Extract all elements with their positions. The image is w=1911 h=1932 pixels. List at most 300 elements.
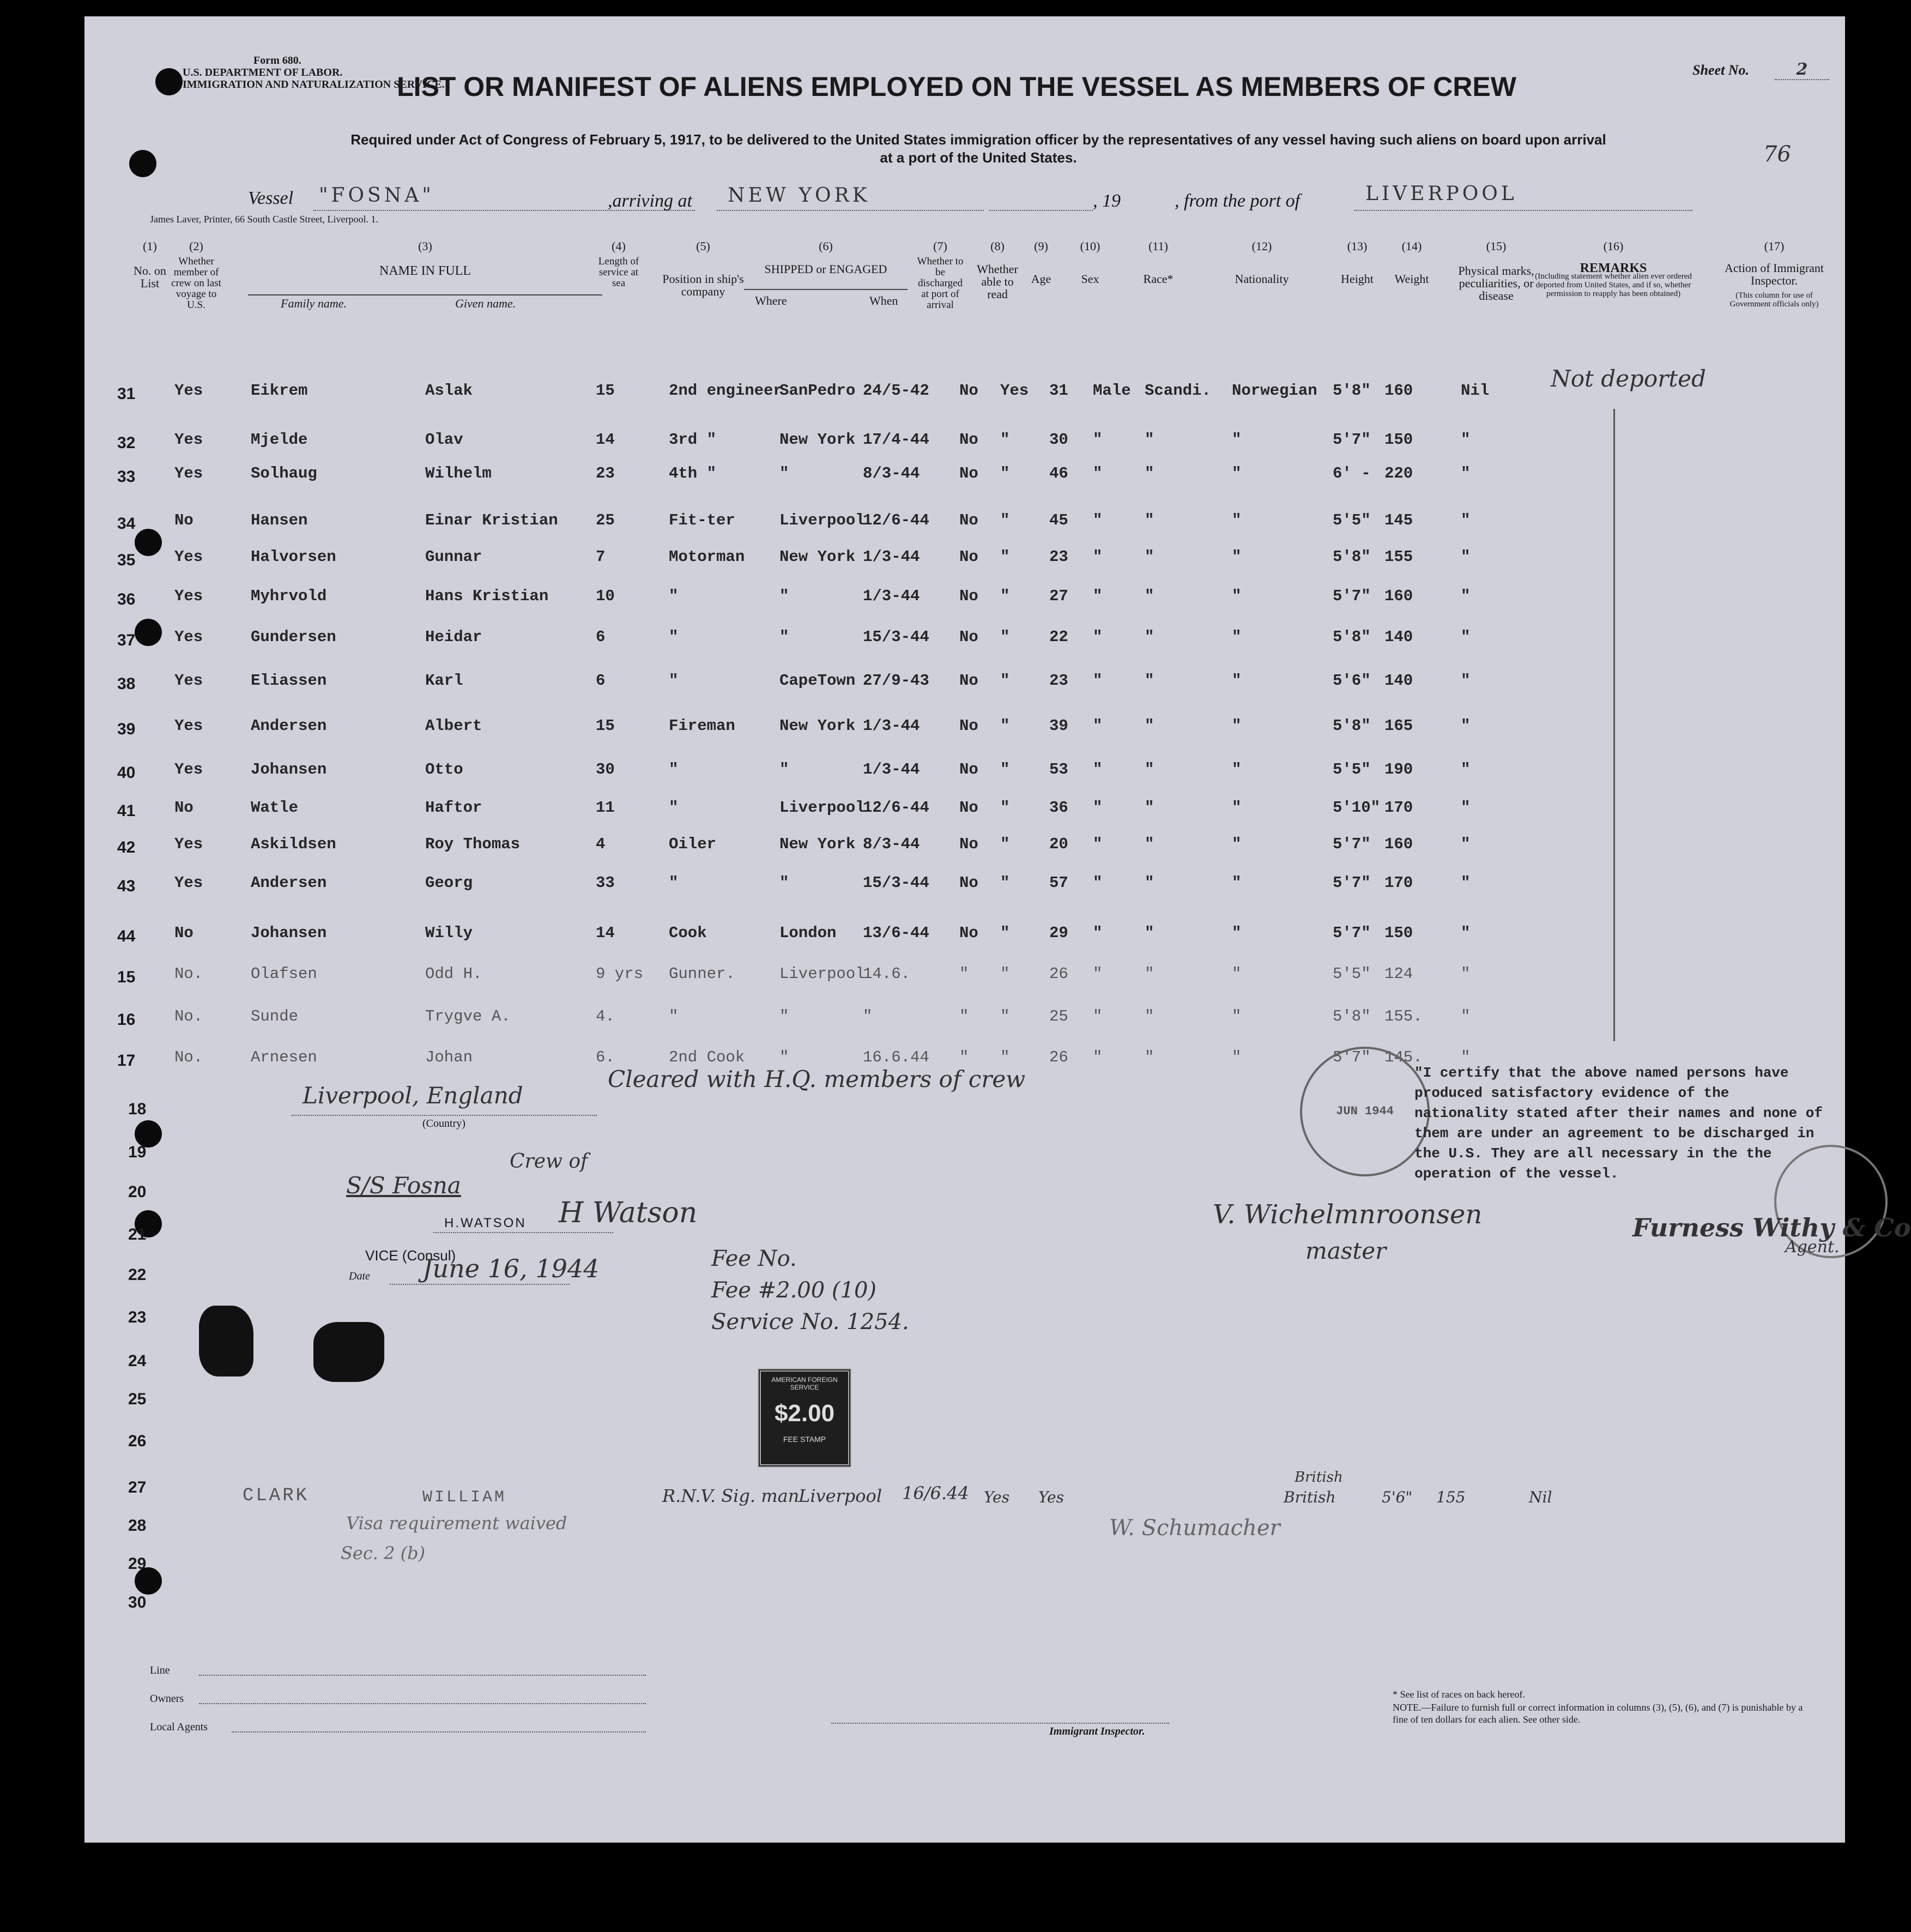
cell-read: ": [1000, 1048, 1010, 1066]
arriving-label: ,arriving at: [608, 191, 692, 211]
vessel-label: Vessel: [248, 188, 294, 208]
cell-given: Karl: [425, 672, 463, 690]
cell-race: ": [1145, 799, 1154, 817]
cell-race: ": [1145, 874, 1154, 892]
cell-height: 6' -: [1333, 464, 1371, 482]
cell-race: ": [1145, 1048, 1154, 1066]
line28-discharge: Yes: [984, 1488, 1009, 1506]
cell-prev: No.: [174, 1007, 203, 1025]
column-number: (1): [143, 239, 157, 253]
master-label: master: [1305, 1237, 1387, 1264]
column-number: (17): [1764, 239, 1785, 253]
line28-marks: Nil: [1529, 1488, 1552, 1506]
column-header: Whether able to read: [977, 262, 1018, 301]
cell-height: 5'10": [1333, 799, 1381, 817]
line-number: 22: [128, 1266, 147, 1284]
cell-where: ": [779, 464, 789, 482]
vessel-name: "FOSNA": [319, 184, 434, 207]
cell-when: ": [863, 1007, 873, 1025]
cell-race: ": [1145, 548, 1154, 566]
cell-age: 23: [1049, 672, 1068, 690]
line28-signature: W. Schumacher: [1109, 1516, 1280, 1541]
cell-age: 22: [1049, 628, 1068, 646]
cell-marks: ": [1461, 511, 1471, 529]
cell-when: 8/3-44: [863, 835, 920, 853]
cell-sex: ": [1093, 587, 1103, 605]
column-header: Weight: [1394, 272, 1429, 286]
agent-label: Agent.: [1785, 1237, 1840, 1257]
cell-where: ": [779, 587, 789, 605]
cell-nationality: Norwegian: [1232, 382, 1317, 400]
cell-given: Georg: [425, 874, 473, 892]
cell-prev: Yes: [174, 835, 203, 853]
cell-read: ": [1000, 431, 1010, 449]
cell-sex: ": [1093, 760, 1103, 778]
cell-marks: ": [1461, 587, 1471, 605]
column-header: No. on List: [134, 264, 166, 291]
column-header: Physical marks, peculiarities, or disease: [1458, 264, 1534, 303]
cell-service: 11: [596, 799, 615, 817]
cell-given: Odd H.: [425, 965, 482, 983]
cell-read: ": [1000, 717, 1010, 735]
master-signature: V. Wichelmnroonsen: [1213, 1199, 1483, 1230]
cell-family: Sunde: [251, 1007, 299, 1025]
consul-date: June 16, 1944: [422, 1254, 600, 1283]
cell-marks: ": [1461, 835, 1471, 853]
cell-height: 5'5": [1333, 511, 1371, 529]
cell-nationality: ": [1232, 1048, 1242, 1066]
cell-height: 5'7": [1333, 1048, 1371, 1066]
cell-read: ": [1000, 835, 1010, 853]
cell-discharge: ": [959, 1048, 969, 1066]
column-number: (16): [1603, 239, 1624, 253]
cell-race: ": [1145, 431, 1154, 449]
line28-note-2: Sec. 2 (b): [341, 1543, 426, 1563]
cell-weight: 124: [1384, 965, 1413, 983]
cell-race: ": [1145, 760, 1154, 778]
cell-when: 1/3-44: [863, 717, 920, 735]
cell-service: 9 yrs: [596, 965, 644, 983]
cell-where: SanPedro: [779, 382, 856, 400]
punch-hole: [129, 150, 156, 177]
cell-marks: ": [1461, 1007, 1471, 1025]
line28-given: WILLIAM: [422, 1488, 507, 1507]
cell-age: 23: [1049, 548, 1068, 566]
fee-amount: Fee #2.00 (10): [711, 1278, 877, 1303]
cell-service: 4.: [596, 1007, 615, 1025]
cell-service: 25: [596, 511, 615, 529]
line-number: 31: [117, 385, 136, 403]
column-header: Length of service at sea: [598, 256, 639, 289]
cell-age: 30: [1049, 431, 1068, 449]
cell-given: Hans Kristian: [425, 587, 549, 605]
cell-race: ": [1145, 464, 1154, 482]
line28-race: British: [1295, 1469, 1343, 1486]
cell-family: Eikrem: [251, 382, 308, 400]
column-number: (7): [933, 239, 947, 253]
cell-age: 31: [1049, 382, 1068, 400]
line28-note-1: Visa requirement waived: [346, 1513, 567, 1533]
line-number: 18: [128, 1100, 147, 1118]
cell-sex: ": [1093, 1007, 1103, 1025]
cell-weight: 150: [1384, 431, 1413, 449]
line-number: 37: [117, 631, 136, 649]
from-port-label: , from the port of: [1175, 191, 1301, 211]
cell-prev: Yes: [174, 760, 203, 778]
cell-age: 53: [1049, 760, 1068, 778]
cell-service: 10: [596, 587, 615, 605]
cell-family: Eliassen: [251, 672, 327, 690]
subtitle-line-2: at a port of the United States.: [880, 149, 1077, 166]
line-number: 38: [117, 675, 136, 693]
cell-height: 5'7": [1333, 835, 1371, 853]
column-number: (13): [1347, 239, 1368, 253]
footer-inspector-label: Immigrant Inspector.: [1049, 1725, 1145, 1737]
cell-prev: No: [174, 924, 193, 942]
cell-read: ": [1000, 672, 1010, 690]
cell-where: ": [779, 628, 789, 646]
cell-prev: Yes: [174, 464, 203, 482]
cell-height: 5'7": [1333, 874, 1371, 892]
cell-weight: 220: [1384, 464, 1413, 482]
cell-read: ": [1000, 760, 1010, 778]
cell-sex: ": [1093, 965, 1103, 983]
cell-discharge: No: [959, 511, 978, 529]
cell-service: 6.: [596, 1048, 615, 1066]
cell-position: Fit-ter: [669, 511, 735, 529]
cell-marks: ": [1461, 760, 1471, 778]
cell-when: 14.6.: [863, 965, 911, 983]
line28-position: R.N.V. Sig. man: [662, 1486, 800, 1506]
cell-age: 26: [1049, 965, 1068, 983]
cell-family: Gundersen: [251, 628, 336, 646]
sheet-label: Sheet No.: [1692, 62, 1749, 78]
certification-text: "I certify that the above named persons have produced satisfactory evidence of the nationality stated after their names and none of them are under an agreement to be discharged in the U.S. They are all necessary in the the operation of the vessel.: [1414, 1065, 1823, 1182]
service-number: Service No. 1254.: [711, 1309, 909, 1335]
subtitle-line-1: Required under Act of Congress of February 5, 1917, to be delivered to the United States immigration officer by the representatives of any vessel having such aliens on board upon arrival: [350, 131, 1606, 148]
line-number: 28: [128, 1517, 147, 1535]
line-number: 26: [128, 1432, 147, 1450]
cell-nationality: ": [1232, 924, 1242, 942]
family-name-header: Family name.: [281, 297, 347, 310]
line-number: 25: [128, 1390, 147, 1408]
cell-weight: 145: [1384, 511, 1413, 529]
cell-family: Askildsen: [251, 835, 336, 853]
column-header: Age: [1031, 272, 1051, 286]
cell-where: London: [779, 924, 837, 942]
cell-where: ": [779, 874, 789, 892]
cell-discharge: No: [959, 382, 978, 400]
cell-prev: No: [174, 511, 193, 529]
consul-title: VICE (Consul): [365, 1247, 456, 1264]
cell-family: Johansen: [251, 760, 327, 778]
cell-service: 4: [596, 835, 606, 853]
cell-height: 5'8": [1333, 1007, 1371, 1025]
cell-weight: 170: [1384, 799, 1413, 817]
cell-sex: ": [1093, 1048, 1103, 1066]
cleared-note: Cleared with H.Q. members of crew: [608, 1066, 1026, 1092]
line-number: 41: [117, 802, 136, 820]
cell-given: Albert: [425, 717, 482, 735]
when-header: When: [869, 294, 898, 307]
line-number: 34: [117, 515, 136, 533]
cell-marks: ": [1461, 1048, 1471, 1066]
cell-race: ": [1145, 1007, 1154, 1025]
cell-prev: Yes: [174, 431, 203, 449]
cell-discharge: No: [959, 628, 978, 646]
cell-when: 1/3-44: [863, 548, 920, 566]
cell-read: ": [1000, 924, 1010, 942]
cell-discharge: No: [959, 760, 978, 778]
stamp-value: $2.00: [774, 1400, 835, 1427]
cell-age: 36: [1049, 799, 1068, 817]
cell-service: 6: [596, 628, 606, 646]
punch-hole: [135, 619, 162, 646]
cell-family: Mjelde: [251, 431, 308, 449]
cell-discharge: ": [959, 1007, 969, 1025]
fee-notes: [711, 1243, 909, 1338]
cell-weight: 165: [1384, 717, 1413, 735]
cell-marks: ": [1461, 924, 1471, 942]
cell-family: Arnesen: [251, 1048, 317, 1066]
line-number: 20: [128, 1183, 147, 1201]
cell-when: 17/4-44: [863, 431, 929, 449]
cell-family: Watle: [251, 799, 299, 817]
cell-position: Cook: [669, 924, 707, 942]
cell-when: 8/3-44: [863, 464, 920, 482]
cell-age: 26: [1049, 1048, 1068, 1066]
cell-weight: 160: [1384, 835, 1413, 853]
cell-given: Olav: [425, 431, 463, 449]
cell-sex: ": [1093, 548, 1103, 566]
column-number: (8): [990, 239, 1005, 253]
column-header: NAME IN FULL: [379, 264, 471, 278]
cell-discharge: No: [959, 672, 978, 690]
punch-hole: [135, 529, 162, 556]
cell-marks: ": [1461, 431, 1471, 449]
cell-where: ": [779, 760, 789, 778]
cell-discharge: No: [959, 874, 978, 892]
cell-sex: ": [1093, 874, 1103, 892]
remarks-ditto-line: [1613, 409, 1615, 1041]
line-number: 30: [128, 1593, 147, 1611]
line28-nationality: British: [1284, 1488, 1336, 1506]
cell-family: Solhaug: [251, 464, 317, 482]
cell-read: ": [1000, 511, 1010, 529]
cell-nationality: ": [1232, 548, 1242, 566]
cell-age: 27: [1049, 587, 1068, 605]
cell-read: ": [1000, 1007, 1010, 1025]
line-number: 35: [117, 551, 136, 569]
cell-race: ": [1145, 511, 1154, 529]
footer-owners-label: Owners: [150, 1693, 184, 1705]
cell-height: 5'6": [1333, 672, 1371, 690]
cell-where: Liverpool: [779, 965, 865, 983]
cell-weight: 145.: [1384, 1048, 1423, 1066]
column-number: (6): [819, 239, 833, 253]
cell-when: 24/5-42: [863, 382, 929, 400]
cell-nationality: ": [1232, 511, 1242, 529]
cell-prev: Yes: [174, 717, 203, 735]
consul-date-label: Date: [349, 1270, 370, 1282]
cell-weight: 190: [1384, 760, 1413, 778]
cell-where: Liverpool: [779, 511, 865, 529]
consul-ship: S/S Fosna: [346, 1172, 461, 1199]
column-number: (14): [1401, 239, 1422, 253]
stamp-bottom: FEE STAMP: [783, 1435, 826, 1444]
line-number: 19: [128, 1143, 147, 1161]
cell-marks: ": [1461, 548, 1471, 566]
cell-service: 33: [596, 874, 615, 892]
action-note: (This column for use of Government officials only): [1729, 291, 1819, 309]
cell-prev: No.: [174, 1048, 203, 1066]
cell-read: ": [1000, 965, 1010, 983]
cell-family: Halvorsen: [251, 548, 336, 566]
cell-given: Aslak: [425, 382, 473, 400]
cell-race: ": [1145, 628, 1154, 646]
cell-read: ": [1000, 464, 1010, 482]
postmark-date: JUN 1944: [1336, 1104, 1394, 1118]
cell-prev: Yes: [174, 548, 203, 566]
cell-nationality: ": [1232, 760, 1242, 778]
consul-name: H.WATSON: [444, 1216, 527, 1230]
cell-given: Einar Kristian: [425, 511, 558, 529]
cell-given: Heidar: [425, 628, 482, 646]
cell-discharge: No: [959, 799, 978, 817]
line-number: 43: [117, 877, 136, 895]
cell-discharge: No: [959, 431, 978, 449]
cell-position: 4th ": [669, 464, 717, 482]
cell-sex: ": [1093, 511, 1103, 529]
column-header: Whether to be discharged at port of arrival: [917, 256, 964, 311]
form-number: Form 680.: [253, 55, 301, 67]
cell-nationality: ": [1232, 1007, 1242, 1025]
footer-line-label: Line: [150, 1664, 170, 1676]
fee-stamp: [758, 1368, 851, 1468]
cell-nationality: ": [1232, 717, 1242, 735]
column-number: (4): [612, 239, 626, 253]
where-header: Where: [755, 294, 787, 307]
cell-when: 12/6-44: [863, 511, 929, 529]
cell-position: ": [669, 628, 679, 646]
cell-when: 13/6-44: [863, 924, 929, 942]
cell-sex: ": [1093, 672, 1103, 690]
cell-height: 5'8": [1333, 548, 1371, 566]
cell-given: Gunnar: [425, 548, 482, 566]
line-number: 33: [117, 468, 136, 486]
cell-position: Oiler: [669, 835, 717, 853]
line-number: 16: [117, 1011, 136, 1029]
consul-signature: H Watson: [559, 1197, 698, 1229]
column-header: SHIPPED or ENGAGED: [764, 262, 887, 276]
column-number: (2): [189, 239, 203, 253]
cell-age: 39: [1049, 717, 1068, 735]
cell-race: ": [1145, 924, 1154, 942]
footer-note: [1393, 1702, 1818, 1725]
cell-height: 5'7": [1333, 587, 1371, 605]
cell-family: Andersen: [251, 717, 327, 735]
cell-read: Yes: [1000, 382, 1029, 400]
cell-service: 15: [596, 717, 615, 735]
cell-marks: ": [1461, 965, 1471, 983]
column-number: (15): [1486, 239, 1507, 253]
cell-weight: 155: [1384, 548, 1413, 566]
cell-marks: ": [1461, 628, 1471, 646]
column-header: REMARKS: [1580, 261, 1647, 275]
page-title: LIST OR MANIFEST OF ALIENS EMPLOYED ON THE VESSEL AS MEMBERS OF CREW: [397, 71, 1516, 102]
cell-discharge: ": [959, 965, 969, 983]
cell-weight: 160: [1384, 587, 1413, 605]
cell-race: ": [1145, 717, 1154, 735]
line-number: 36: [117, 590, 136, 608]
cell-discharge: No: [959, 924, 978, 942]
cell-where: New York: [779, 717, 856, 735]
cell-given: Willy: [425, 924, 473, 942]
line-number: 39: [117, 720, 136, 738]
line28-where: Liverpool: [799, 1486, 882, 1506]
cell-sex: ": [1093, 431, 1103, 449]
column-header: Sex: [1081, 272, 1099, 286]
agent-signature: Furness Withy & Co: [1632, 1213, 1911, 1242]
cell-read: ": [1000, 628, 1010, 646]
corner-note: 76: [1763, 142, 1791, 167]
cell-weight: 150: [1384, 924, 1413, 942]
footer-races-note: * See list of races on back hereof.: [1393, 1689, 1525, 1700]
cell-height: 5'7": [1333, 924, 1371, 942]
punch-hole: [155, 68, 183, 95]
cell-nationality: ": [1232, 464, 1242, 482]
cell-position: 3rd ": [669, 431, 717, 449]
cell-marks: ": [1461, 464, 1471, 482]
cell-where: New York: [779, 431, 856, 449]
column-number: (10): [1080, 239, 1100, 253]
printer-credit: James Laver, Printer, 66 South Castle Street, Liverpool. 1.: [150, 214, 378, 225]
cell-race: Scandi.: [1145, 382, 1211, 400]
cell-where: ": [779, 1007, 789, 1025]
remarks-note: (Including statement whether alien ever ordered deported from United States, and if so, whether permission to reapply has been obtained): [1535, 272, 1692, 298]
cell-height: 5'5": [1333, 965, 1371, 983]
column-number: (11): [1148, 239, 1168, 253]
cell-weight: 160: [1384, 382, 1413, 400]
cell-height: 5'8": [1333, 717, 1371, 735]
cell-position: Motorman: [669, 548, 745, 566]
cell-sex: Male: [1093, 382, 1131, 400]
cell-height: 5'7": [1333, 431, 1371, 449]
cell-sex: ": [1093, 924, 1103, 942]
cell-nationality: ": [1232, 965, 1242, 983]
column-header: Whether member of crew on last voyage to U.S.: [171, 256, 221, 311]
cell-position: Fireman: [669, 717, 735, 735]
cell-prev: Yes: [174, 587, 203, 605]
cell-read: ": [1000, 799, 1010, 817]
cell-where: New York: [779, 835, 856, 853]
column-header: Race*: [1143, 272, 1174, 286]
cell-where: Liverpool: [779, 799, 865, 817]
cell-when: 12/6-44: [863, 799, 929, 817]
cell-position: ": [669, 587, 679, 605]
cell-position: 2nd Cook: [669, 1048, 745, 1066]
line28-weight: 155: [1436, 1488, 1466, 1506]
cell-sex: ": [1093, 799, 1103, 817]
cell-nationality: ": [1232, 587, 1242, 605]
line-number: 15: [117, 968, 136, 986]
column-header: Height: [1341, 272, 1374, 286]
cell-where: ": [779, 1048, 789, 1066]
line-number: 27: [128, 1478, 147, 1496]
manifest-sheet: [84, 16, 1911, 1843]
cell-when: 1/3-44: [863, 587, 920, 605]
cell-given: Johan: [425, 1048, 473, 1066]
